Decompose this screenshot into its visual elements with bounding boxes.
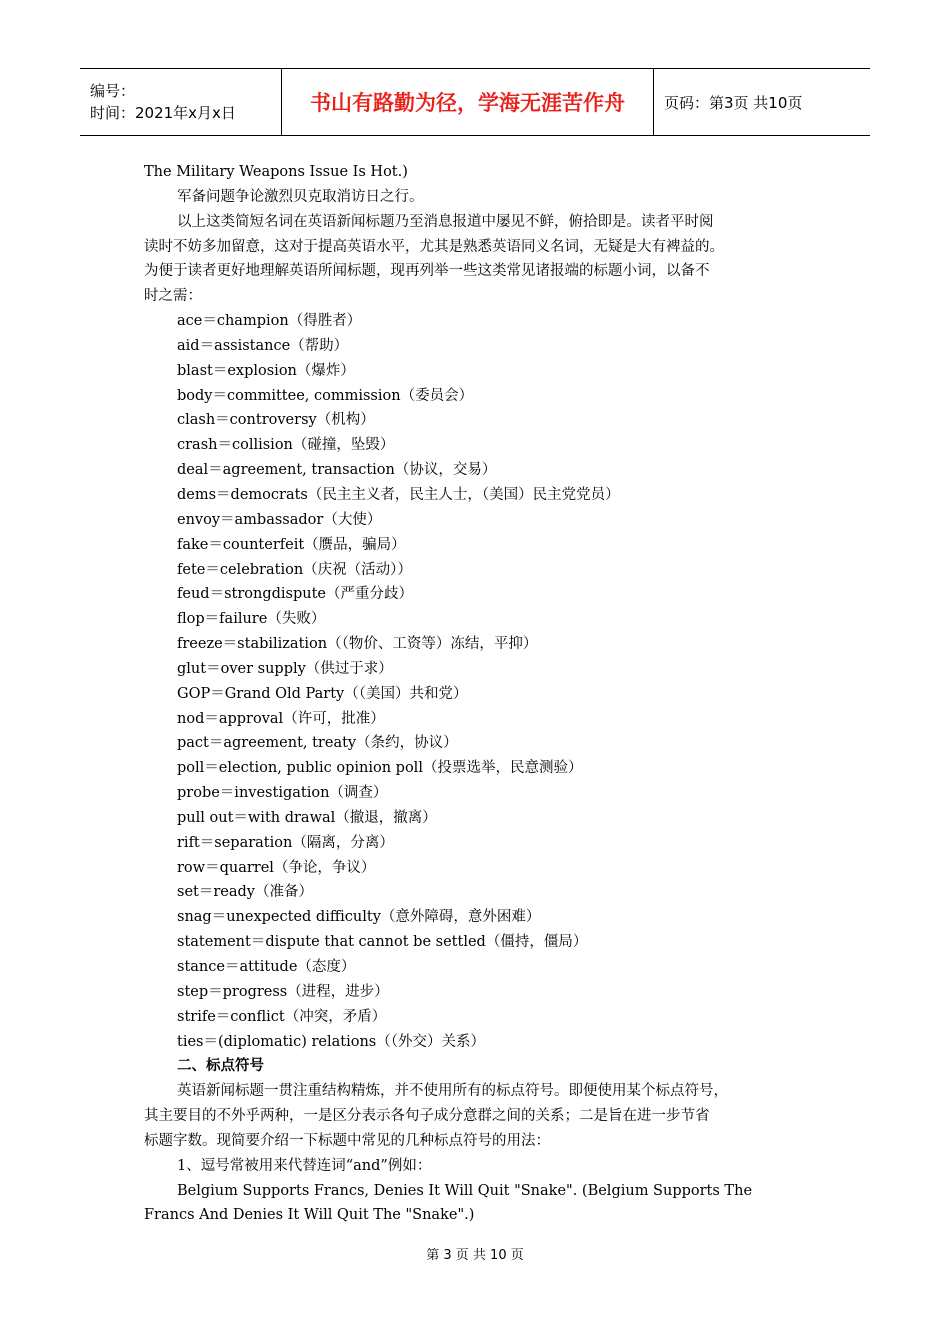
word-list-item: GOP＝Grand Old Party（（美国）共和党）: [177, 685, 468, 702]
word-list-item: deal＝agreement, transaction（协议，交易）: [177, 462, 497, 479]
word-list-item: statement＝dispute that cannot be settled（僵持，僵局）: [177, 934, 588, 951]
word-list-item: glut＝over supply（供过于求）: [177, 660, 393, 677]
paragraph-line: 为便于读者更好地理解英语所闻标题，现再列举一些这类常见诸报端的标题小词，以备不: [144, 263, 710, 280]
page-footer: [0, 1244, 950, 1263]
headline-word-list: [144, 309, 812, 1054]
word-list-item: rift＝separation（隔离，分离）: [177, 834, 394, 851]
word-list-item: row＝quarrel（争论，争议）: [177, 859, 376, 876]
word-list-item: feud＝strongdispute（严重分歧）: [177, 586, 414, 603]
word-list-item: poll＝election, public opinion poll（投票选举，民意测验）: [177, 760, 583, 777]
word-list-item: ties＝(diplomatic) relations（（外交）关系）: [177, 1033, 485, 1050]
paragraph-line: 标题字数。现简要介绍一下标题中常见的几种标点符号的用法：: [144, 1132, 550, 1149]
section-heading: 二、标点符号: [177, 1058, 264, 1075]
word-list-item: snag＝unexpected difficulty（意外障碍，意外困难）: [177, 909, 541, 926]
paragraph-line: The Military Weapons Issue Is Hot.): [144, 164, 408, 180]
word-list-item: pull out＝with drawal（撤退，撤离）: [177, 809, 437, 826]
paragraph-line: 1、逗号常被用来代替连词“and”例如：: [177, 1157, 432, 1174]
word-list-item: ace＝champion（得胜者）: [177, 313, 362, 330]
document-date-label: 时间：2021年x月x日: [90, 104, 236, 122]
paragraph-line: 军备问题争论激烈贝克取消访日之行。: [177, 188, 424, 205]
paragraph-line: 时之需：: [144, 288, 202, 305]
paragraph-line: 以上这类简短名词在英语新闻标题乃至消息报道中屡见不鲜，俯拾即是。读者平时阅: [177, 213, 714, 230]
word-list-item: nod＝approval（许可，批准）: [177, 710, 385, 727]
example-line: Francs And Denies It Will Quit The "Snake".): [144, 1207, 475, 1224]
footer-page-number: 第 3 页 共 10 页: [426, 1248, 524, 1263]
document-number-label: 编号：: [90, 82, 136, 100]
word-list-item: set＝ready（准备）: [177, 884, 313, 901]
word-list-item: dems＝democrats（民主主义者，民主人士，（美国）民主党党员）: [177, 486, 620, 503]
paragraph-line: 读时不妨多加留意，这对于提高英语水平，尤其是熟悉英语同义名词，无疑是大有裨益的。: [144, 238, 724, 255]
word-list-item: fete＝celebration（庆祝（活动））: [177, 561, 412, 578]
word-list-item: blast＝explosion（爆炸）: [177, 362, 355, 379]
word-list-item: strife＝conflict（冲突，矛盾）: [177, 1008, 387, 1025]
header-info: [80, 69, 282, 135]
paragraph-line: 英语新闻标题一贯注重结构精炼，并不使用所有的标点符号。即便使用某个标点符号，: [177, 1083, 728, 1100]
word-list-item: envoy＝ambassador（大使）: [177, 511, 382, 528]
header-page-label: 页码：第3页 共10页: [664, 93, 803, 112]
example-line: Belgium Supports Francs, Denies It Will Quit "Snake". (Belgium Supports The: [177, 1182, 753, 1199]
header-page-info: [654, 69, 870, 135]
word-list-item: crash＝collision（碰撞，坠毁）: [177, 437, 395, 454]
word-list-item: step＝progress（进程，进步）: [177, 983, 389, 1000]
word-list-item: pact＝agreement, treaty（条约，协议）: [177, 735, 458, 752]
word-list-item: probe＝investigation（调查）: [177, 785, 388, 802]
word-list-item: fake＝counterfeit（赝品，骗局）: [177, 536, 406, 553]
word-list-item: clash＝controversy（机构）: [177, 412, 375, 429]
word-list-item: freeze＝stabilization（（物价、工资等）冻结，平抑）: [177, 636, 538, 653]
word-list-item: stance＝attitude（态度）: [177, 959, 356, 975]
paragraph-line: 其主要目的不外乎两种，一是区分表示各句子成分意群之间的关系；二是旨在进一步节省: [144, 1108, 710, 1125]
page-header: [80, 68, 870, 136]
word-list-item: body＝committee, commission（委员会）: [177, 387, 474, 404]
motto-text: 书山有路勤为径，学海无涯苦作舟: [310, 91, 625, 115]
word-list-item: flop＝failure（失败）: [177, 611, 326, 628]
document-body: [144, 160, 812, 1228]
header-motto: [282, 69, 654, 135]
word-list-item: aid＝assistance（帮助）: [177, 337, 349, 354]
